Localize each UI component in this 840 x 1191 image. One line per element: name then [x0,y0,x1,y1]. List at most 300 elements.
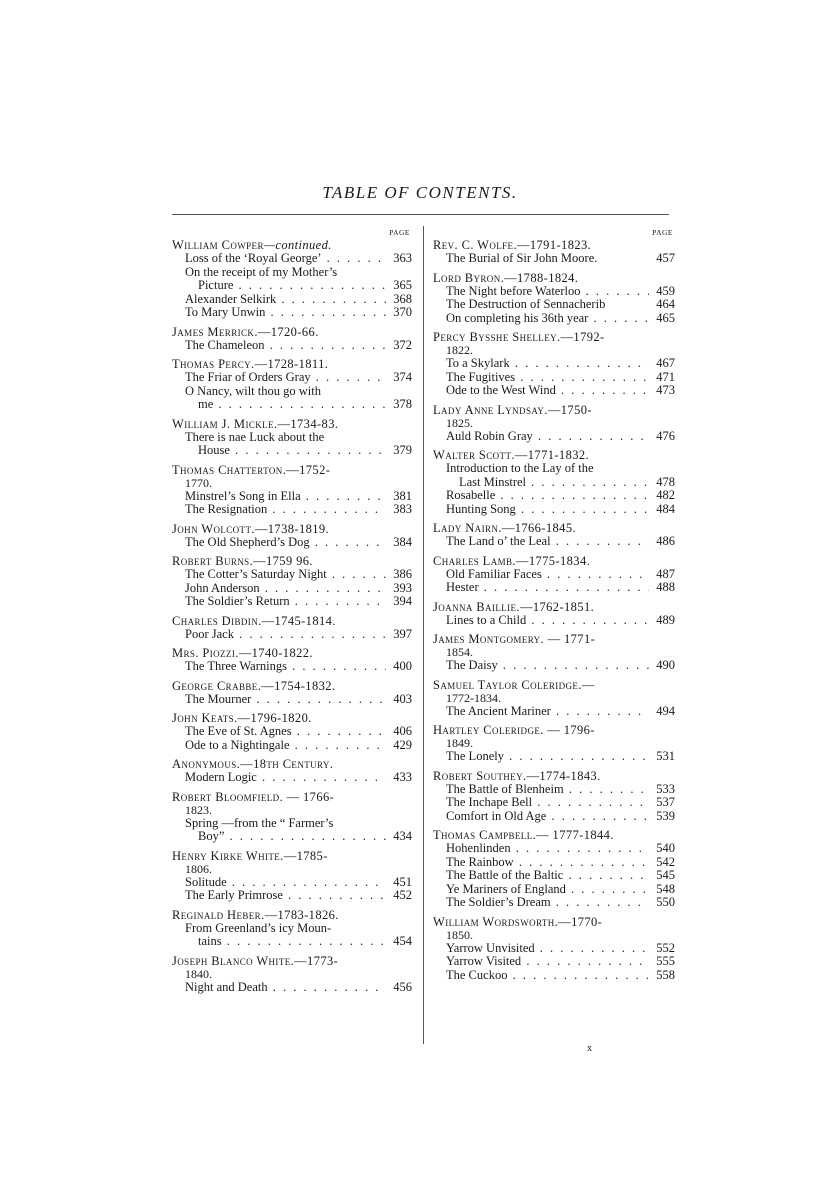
entry-title: The Lonely . . . [446,750,649,764]
toc-entry [172,306,412,320]
toc-entry [433,252,675,266]
entry-title: The Friar of Orders Gray . . . [185,371,386,385]
author-name-text: Anonymous [172,757,237,771]
entry-title: Solitude . . . [185,876,386,890]
author-section [433,915,675,983]
author-name [172,325,412,339]
entry-title: Old Familiar Faces . . . [446,568,649,582]
toc-entry [172,660,412,674]
author-dates: .—1775-1834. [512,553,591,568]
author-name [172,463,412,477]
entry-page-number: 471 [656,369,675,384]
entry-page-number: 476 [656,428,675,443]
entry-title: me . . . [198,398,386,412]
entry-title: tains . . . [198,935,386,949]
entry-title: The Old Shepherd’s Dog . . . [185,536,386,550]
entry-title: Ode to a Nightingale . . . [185,739,386,753]
page-column-heading: PAGE [389,228,410,237]
entry-title: The Cotter’s Saturday Night . . . [185,568,386,582]
author-name [172,357,412,371]
author-name [172,954,412,968]
author-section [172,554,412,609]
entry-title: John Anderson . . . [185,582,386,596]
author-name [433,828,675,842]
entry-title: Hunting Song . . . [446,503,649,517]
entry-page-number: 383 [393,502,412,516]
toc-entry [433,614,675,628]
entry-page-number: 482 [656,488,675,502]
toc-entry [172,830,412,844]
author-dates: .—1745-1814. [258,613,336,628]
author-dates-continued: 1772-1834. [446,690,501,705]
author-section [433,769,675,824]
author-dates: .—1783-1826. [261,907,339,922]
author-name [433,600,675,614]
entry-page-number: 484 [656,501,675,516]
entry-page-number: 452 [393,888,412,902]
author-name-text: Rev. C. Wolfe [433,238,514,252]
author-dates: .— [578,677,595,692]
author-name [172,614,412,628]
toc-entry [433,489,675,503]
author-dates: .—1762-1851. [516,599,595,614]
author-name-text: Joseph Blanco White [172,953,291,968]
toc-entry [433,896,675,910]
entry-title: To a Skylark . . . [446,357,649,371]
entry-title: Boy” . . . [198,830,386,844]
author-dates: .—1796-1820. [234,711,312,725]
author-name-text: Henry Kirke White [172,848,281,863]
author-name-text: Thomas Campbell [433,828,533,842]
entry-page-number: 542 [656,854,675,869]
entry-title: The Soldier’s Return . . . [185,595,386,609]
author-name-text: Robert Burns [172,554,250,568]
entry-title: From Greenland’s icy Moun- [185,920,332,935]
author-dates: .—1754-1832. [257,678,336,693]
left-column [172,228,412,999]
author-section [433,271,675,326]
entry-page-number: 403 [393,691,412,706]
entry-title: There is nae Luck about the [185,429,325,444]
entry-page-number: 537 [656,795,675,809]
author-section [433,723,675,764]
entry-page-number: 558 [656,967,675,982]
toc-entry [172,266,412,280]
toc-entry [433,357,675,371]
author-name-text: Charles Dibdin [172,613,259,628]
entry-page-number: 494 [656,703,675,718]
author-name-text: John Wolcott [172,521,252,536]
author-dates: .—1774-1843. [522,768,601,783]
author-dates: .—1770- [554,914,603,929]
author-dates: .—18th Century. [236,757,334,771]
author-dates-continued: 1850. [446,927,473,942]
toc-entry [172,371,412,385]
author-name-text: Percy Bysshe Shelley [433,330,557,344]
toc-entry [172,739,412,753]
toc-entry [433,371,675,385]
author-dates-continued: 1825. [446,415,473,430]
toc-entry [172,385,412,399]
entry-title: The Mourner . . . [185,693,386,707]
author-dates: . — 1771- [540,632,596,646]
author-name [172,711,412,725]
author-name [433,769,675,783]
author-name [433,521,675,535]
entry-page-number: 550 [656,895,675,909]
entry-page-number: 397 [393,626,412,641]
author-dates-continued: 1770. [185,475,212,490]
author-section [172,908,412,949]
author-section [172,614,412,642]
author-section [172,757,412,785]
toc-entry [433,384,675,398]
entry-page-number: 548 [656,881,675,896]
entry-title: Hester . . . [446,581,649,595]
author-dates: .—1734-83. [273,416,339,431]
entry-page-number: 429 [393,737,412,752]
toc-entry [433,298,675,312]
author-section [172,646,412,674]
entry-title: Loss of the ‘Royal George’ . . . [185,252,386,266]
author-name [172,522,412,536]
toc-entry [172,889,412,903]
toc-entry [433,783,675,797]
toc-entry [172,771,412,785]
left-sections [172,238,412,994]
toc-entry [433,955,675,969]
author-name-text: Mrs. Piozzi [172,646,236,660]
author-name-text: William Cowper [172,238,264,252]
entry-page-number: 363 [393,251,412,265]
entry-title: Alexander Selkirk . . . [185,293,386,307]
author-name [433,330,675,344]
toc-entry [172,398,412,412]
author-section [433,554,675,595]
author-section [172,849,412,903]
toc-entry [433,842,675,856]
toc-entry [172,444,412,458]
page-title: TABLE OF CONTENTS. [322,183,518,202]
entry-title: Yarrow Visited . . . [446,955,649,969]
author-name-text: Charles Lamb [433,553,513,568]
author-name-text: John Keats [172,711,235,725]
author-dates: .—1720-66. [254,324,319,339]
author-section [433,448,675,516]
entry-title: Modern Logic . . . [185,771,386,785]
entry-page-number: 400 [393,659,412,673]
entry-title: Hohenlinden . . . [446,842,649,856]
toc-entry [172,490,412,504]
entry-page-number: 533 [656,781,675,796]
author-name [433,403,675,417]
author-name [433,678,675,692]
entry-title: The Resignation . . . [185,503,386,517]
author-dates: .—1785- [280,848,328,863]
toc-entry [172,725,412,739]
toc-entry [172,582,412,596]
author-dates: . — 1796- [540,723,595,737]
toc-entry [172,293,412,307]
entry-title: Lines to a Child . . . [446,614,649,628]
toc-entry [433,503,675,517]
entry-title: The Battle of Blenheim . . . [446,783,649,797]
author-section [172,954,412,995]
entry-title: Yarrow Unvisited . . . [446,942,649,956]
entry-page-number: 406 [393,724,412,738]
entry-title: The Ancient Mariner . . . [446,705,649,719]
author-section [433,828,675,910]
author-section [433,600,675,628]
author-dates-continued: 1854. [446,645,473,659]
author-dates-continued: 1840. [185,966,212,981]
author-name [172,417,412,431]
toc-entry [433,581,675,595]
entry-page-number: 490 [656,658,675,672]
author-name [433,271,675,285]
entry-title: Ode to the West Wind . . . [446,384,649,398]
entry-title: The Fugitives . . . [446,371,649,385]
toc-entry [433,969,675,983]
entry-title: Last Minstrel . . . [459,476,649,490]
author-name [433,554,675,568]
toc-entry [433,659,675,673]
entry-title: The Battle of the Baltic . . . [446,869,649,883]
entry-title: To Mary Unwin . . . [185,306,386,320]
entry-title: The Three Warnings . . . [185,660,386,674]
author-name-text: Walter Scott [433,448,512,462]
entry-title: Minstrel’s Song in Ella . . . [185,490,386,504]
toc-entry [172,981,412,995]
entry-title: Rosabelle . . . [446,489,649,503]
author-dates: .—1752- [282,462,331,477]
toc-entry [433,705,675,719]
author-section [433,632,675,673]
entry-page-number: 489 [656,612,675,627]
entry-title: Poor Jack . . . [185,628,386,642]
author-name-text: Reginald Heber [172,907,262,922]
entry-title: The Eve of St. Agnes . . . [185,725,386,739]
entry-page-number: 381 [393,488,412,503]
author-section [172,679,412,707]
author-name-text: Lady Nairn [433,521,499,535]
header-rule [172,214,669,215]
author-dates: —continued. [263,238,332,252]
page-footer-numeral: x [587,1043,592,1054]
entry-title: The Daisy . . . [446,659,649,673]
author-dates: .—1740-1822. [235,646,313,660]
entry-page-number: 464 [656,297,675,311]
toc-entry [433,285,675,299]
toc-entry [172,536,412,550]
author-name [172,849,412,863]
entry-title: Comfort in Old Age . . . [446,810,649,824]
author-name-text: Samuel Taylor Coleridge [433,677,579,692]
author-section [172,522,412,550]
entry-title: The Land o’ the Leal . . . [446,535,649,549]
author-section [433,521,675,549]
entry-page-number: 394 [393,594,412,608]
entry-page-number: 545 [656,868,675,882]
author-dates: .—1792- [557,330,605,344]
entry-title: Ye Mariners of England . . . [446,883,649,897]
toc-entry [172,595,412,609]
toc-entry [433,810,675,824]
entry-page-number: 540 [656,841,675,855]
author-dates: .—1750- [544,402,592,417]
toc-entry [433,430,675,444]
entry-title: The Destruction of Sennacherib [446,297,606,311]
author-section [172,238,412,320]
entry-page-number: 531 [656,749,675,763]
author-name-text: Thomas Chatterton [172,462,283,477]
entry-page-number: 393 [393,580,412,595]
author-section [172,711,412,752]
toc-entry [172,339,412,353]
entry-page-number: 451 [393,874,412,889]
entry-page-number: 473 [656,383,675,397]
entry-title: The Rainbow . . . [446,856,649,870]
entry-page-number: 365 [393,278,412,292]
toc-entry [172,431,412,445]
toc-entry [433,462,675,476]
toc-entry [433,476,675,490]
author-section [172,790,412,844]
author-dates: .—1766-1845. [498,521,577,535]
author-name [433,238,675,252]
entry-page-number: 539 [656,808,675,823]
toc-entry [172,876,412,890]
author-section [172,325,412,353]
author-dates: .—1773- [290,953,339,968]
toc-entry [433,856,675,870]
author-name [172,679,412,693]
author-name-text: Thomas Percy [172,357,252,371]
toc-entry [433,535,675,549]
author-dates: .—1771-1832. [511,448,590,462]
entry-page-number: 456 [393,979,412,994]
entry-page-number: 368 [393,291,412,306]
author-name-text: James Montgomery [433,632,541,646]
entry-title: O Nancy, wilt thou go with [185,383,321,398]
entry-title: Night and Death . . . [185,981,386,995]
author-dates: .—1759 96. [249,554,313,568]
column-divider [423,226,424,1044]
author-name-text: Lady Anne Lyndsay [433,402,545,417]
author-name [172,554,412,568]
entry-page-number: 378 [393,397,412,411]
author-dates: .—1738-1819. [251,521,330,536]
toc-entry [172,935,412,949]
entry-page-number: 454 [393,934,412,948]
author-name [433,723,675,737]
entry-title: Auld Robin Gray . . . [446,430,649,444]
toc-entry [433,883,675,897]
author-name [172,646,412,660]
entry-title: Introduction to the Lay of the [446,461,594,475]
toc-entry [433,796,675,810]
entry-page-number: 379 [393,443,412,457]
entry-page-number: 374 [393,370,412,384]
author-section [433,238,675,266]
author-name [172,757,412,771]
entry-title: The Burial of Sir John Moore. [446,251,598,265]
entry-title: House . . . [198,444,386,458]
entry-page-number: 555 [656,954,675,968]
entry-page-number: 459 [656,283,675,298]
author-section [172,463,412,517]
author-name-text: Joanna Baillie [433,599,517,614]
author-dates-continued: 1849. [446,736,473,750]
toc-entry [433,942,675,956]
entry-title: The Inchape Bell . . . [446,796,649,810]
entry-page-number: 488 [656,580,675,594]
entry-page-number: 372 [393,337,412,352]
author-dates: . — 1766- [279,789,335,804]
entry-page-number: 552 [656,940,675,955]
author-section [433,330,675,398]
toc-entry [172,922,412,936]
entry-title: The Soldier’s Dream . . . [446,896,649,910]
entry-title: The Early Primrose . . . [185,889,386,903]
entry-page-number: 478 [656,474,675,489]
author-dates-continued: 1806. [185,861,212,876]
author-name-text: James Merrick [172,324,255,339]
author-dates-continued: 1822. [446,343,473,357]
entry-page-number: 457 [656,251,675,265]
toc-entry [172,568,412,582]
author-name-text: Hartley Coleridge [433,723,541,737]
toc-entry [172,503,412,517]
right-column [433,228,675,987]
author-section [433,678,675,719]
toc-entry [172,628,412,642]
author-section [172,417,412,458]
author-name [433,915,675,929]
entry-title: On the receipt of my Mother’s [185,264,338,279]
toc-entry [433,869,675,883]
author-name [172,908,412,922]
author-dates: .—1791-1823. [513,238,592,252]
author-name [433,448,675,462]
entry-page-number: 370 [393,305,412,319]
entry-page-number: 434 [393,829,412,843]
entry-title: The Night before Waterloo . . . [446,285,649,299]
author-name-text: Robert Bloomfield [172,789,280,804]
toc-entry [433,750,675,764]
author-dates: .—1788-1824. [500,270,579,285]
author-name-text: William Wordsworth [433,914,555,929]
author-dates-continued: 1823. [185,802,212,817]
entry-page-number: 486 [656,534,675,548]
toc-entry [172,252,412,266]
toc-entry [172,817,412,831]
entry-title: The Chameleon . . . [185,339,386,353]
toc-entry [433,568,675,582]
author-name [172,238,412,252]
entry-page-number: 433 [393,770,412,784]
entry-page-number: 384 [393,534,412,549]
author-name-text: Lord Byron [433,270,501,285]
entry-title: On completing his 36th year . . . [446,312,649,326]
entry-page-number: 386 [393,567,412,581]
author-dates: .— 1777-1844. [532,828,614,842]
author-name [172,790,412,804]
toc-entry [172,693,412,707]
author-name [433,632,675,646]
author-section [172,357,412,412]
right-sections [433,238,675,982]
